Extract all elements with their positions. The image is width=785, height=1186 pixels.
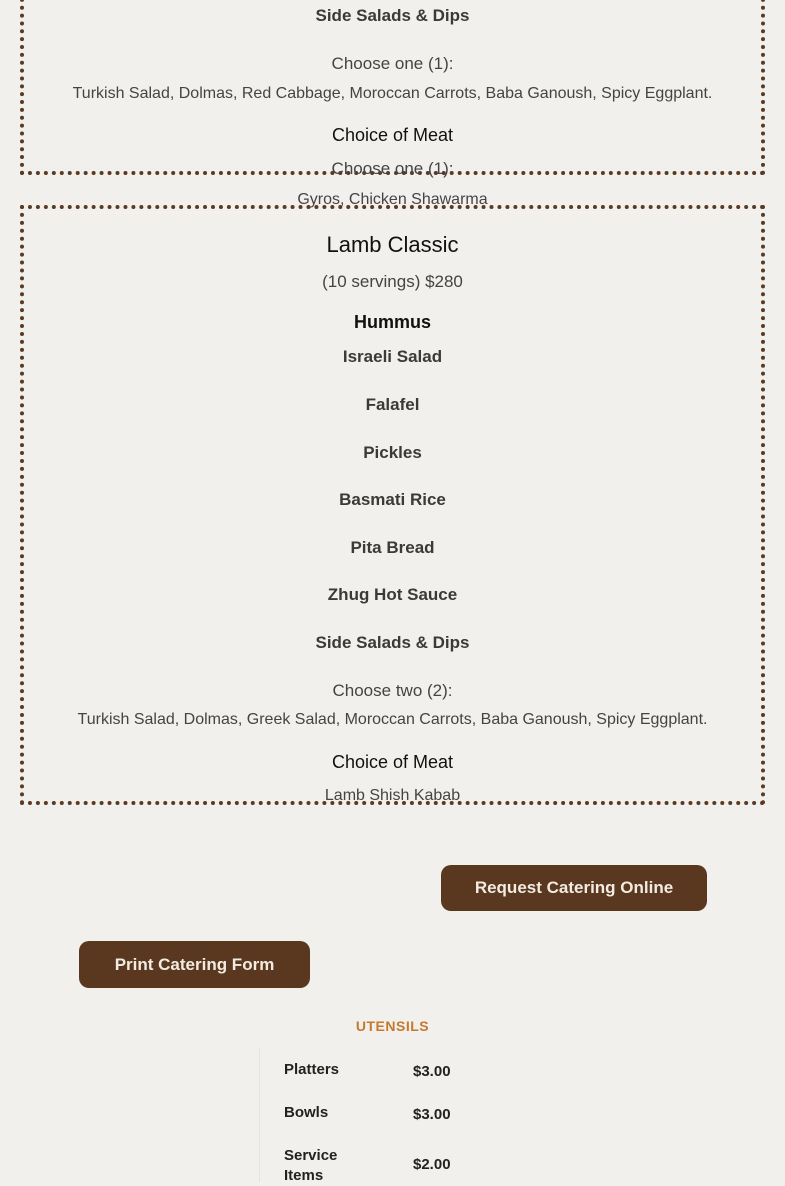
menu-item: Zhug Hot Sauce — [327, 585, 458, 604]
plan-price: (10 servings) $280 — [322, 272, 463, 291]
side-salads-list: Turkish Salad, Dolmas, Red Cabbage, Moroccan Carrots, Baba Ganoush, Spicy Eggplant. — [72, 85, 713, 102]
menu-item: Pita Bread — [350, 538, 435, 557]
side-salads-choose: Choose two (2): — [332, 681, 453, 700]
utensil-price-service-items: $2.00 — [413, 1156, 451, 1173]
utensil-name-service-items: Service Items — [284, 1147, 338, 1184]
utensil-price-platters: $3.00 — [413, 1063, 451, 1080]
utensil-name-bowls: Bowls — [284, 1104, 329, 1121]
meat-choose: Choose one (1): — [331, 159, 454, 178]
utensil-price-bowls: $3.00 — [413, 1106, 451, 1123]
side-salads-list: Turkish Salad, Dolmas, Greek Salad, Moroccan Carrots, Baba Ganoush, Spicy Eggplant. — [77, 711, 708, 728]
meat-heading: Choice of Meat — [331, 752, 454, 772]
side-salads-choose: Choose one (1): — [331, 54, 454, 73]
hummus-heading: Hummus — [353, 312, 431, 332]
utensil-name-platters: Platters — [284, 1061, 340, 1078]
meat-heading: Choice of Meat — [331, 125, 454, 145]
table-divider — [259, 1048, 260, 1182]
side-salads-heading: Side Salads & Dips — [315, 6, 470, 25]
request-catering-button[interactable]: Request Catering Online — [441, 865, 707, 911]
utensils-heading: UTENSILS — [355, 1018, 430, 1034]
meat-list: Lamb Shish Kabab — [324, 787, 461, 804]
menu-item: Pickles — [363, 443, 422, 462]
menu-item: Falafel — [365, 395, 420, 414]
meat-list: Gyros, Chicken Shawarma — [297, 191, 488, 208]
plan-title: Lamb Classic — [326, 232, 459, 257]
print-catering-form-button[interactable]: Print Catering Form — [79, 941, 310, 988]
side-salads-heading: Side Salads & Dips — [315, 633, 470, 652]
menu-item: Basmati Rice — [339, 490, 446, 509]
menu-item: Israeli Salad — [342, 347, 443, 366]
